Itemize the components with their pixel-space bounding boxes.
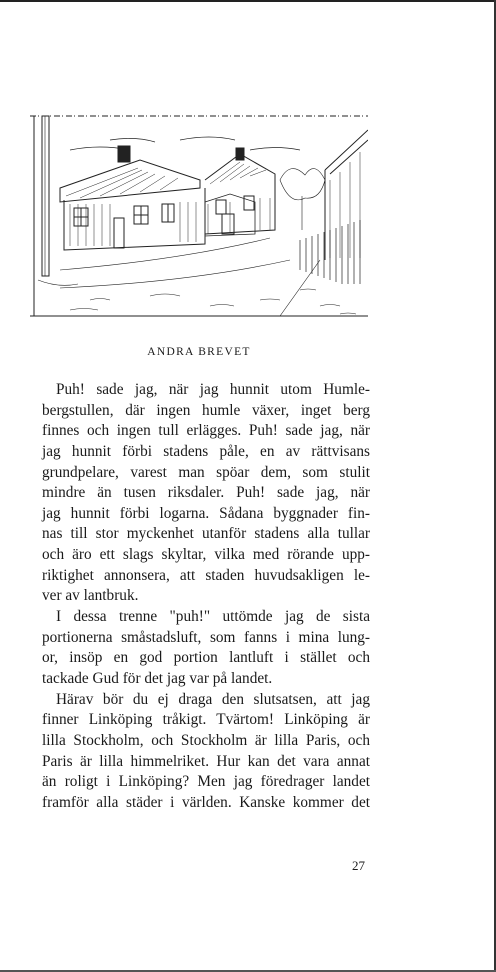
town-street-sketch-icon bbox=[30, 110, 368, 322]
text-line: riktighet annonsera, att staden huvudsakligen le- bbox=[42, 566, 370, 584]
text-line: portionerna småstadsluft, som fanns i mina lung- bbox=[42, 628, 370, 646]
text-line: nas till stor myckenhet utanför stadens alla tullar bbox=[42, 525, 370, 543]
text-line: I dessa trenne "puh!" uttömde jag de sista bbox=[56, 608, 370, 626]
text-line: or, insöp en god portion lantluft i stället och bbox=[42, 649, 370, 667]
section-title: ANDRA BREVET bbox=[147, 346, 251, 358]
text-line: Härav bör du ej draga den slutsatsen, att jag bbox=[56, 690, 370, 708]
page-number: 27 bbox=[352, 858, 365, 873]
text-line: lilla Stockholm, och Stockholm är lilla Paris, och bbox=[42, 731, 370, 749]
text-line: jag hunnit förbi logarna. Sådana byggnader fin- bbox=[42, 504, 370, 522]
text-line: jag hunnit förbi stadens påle, en av rättvisans bbox=[42, 442, 370, 460]
text-line: än roligt i Linköping? Men jag föredrager landet bbox=[42, 773, 370, 791]
text-line: finnes och ingen tull erlägges. Puh! sade jag, när bbox=[42, 422, 370, 440]
text-line: framför alla städer i världen. Kanske kommer det bbox=[42, 793, 370, 811]
text-line: bergstullen, där ingen humle växer, inget berg bbox=[42, 401, 370, 419]
text-line: ver av lantbruk. bbox=[42, 587, 139, 605]
text-line: Paris är lilla himmelriket. Hur kan det vara annat bbox=[42, 752, 370, 770]
body-text bbox=[42, 380, 370, 813]
page-top-edge bbox=[0, 0, 496, 2]
text-line: tackade Gud för det jag var på landet. bbox=[42, 669, 273, 687]
text-line: grundpelare, varest man spöar dem, som stulit bbox=[42, 463, 370, 481]
text-line: Puh! sade jag, när jag hunnit utom Humle- bbox=[56, 381, 370, 398]
text-line: mindre än tusen riksdaler. Puh! sade jag, när bbox=[42, 484, 370, 502]
text-line: och äro ett slags skyltar, vilka med rörande upp- bbox=[42, 546, 370, 564]
text-line: finner Linköping tråkigt. Tvärtom! Linköping är bbox=[42, 711, 370, 729]
